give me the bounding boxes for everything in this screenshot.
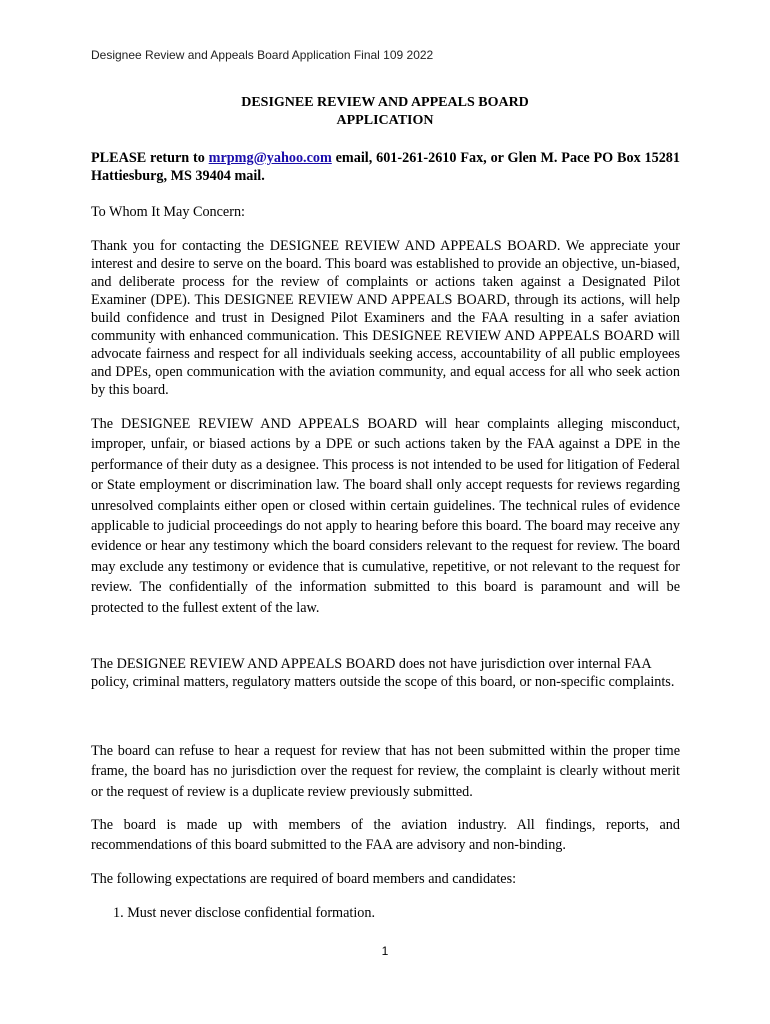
email-link[interactable]: mrpmg@yahoo.com (208, 150, 332, 166)
salutation: To Whom It May Concern: (91, 204, 245, 220)
paragraph-intro: Thank you for contacting the DESIGNEE REVIEW AND APPEALS BOARD. We appreciate your interest and desire to serve on the board. This board was established to provide an objective, un-biased, and deliberate process for the review of complaints or actions taken against a Designated Pilot Examiner (DPE). This DESIGNEE REVIEW AND APPEALS BOARD, through its actions, will help build confidence and trust in Designed Pilot Examiners and the FAA resulting in a safer aviation community with enhanced communication. This DESIGNEE REVIEW AND APPEALS BOARD will advocate fairness and respect for all individuals seeking access, accountability of all public employees and DPEs, open communication with the aviation community, and equal access for all who seek action by this board. (91, 238, 680, 398)
return-instructions (91, 149, 680, 185)
list-item: 1. Must never disclose confidential formation. (113, 905, 376, 921)
paragraph-refusal: The board can refuse to hear a request for review that has not been submitted within the proper time frame, the board has no jurisdiction over the request for review, the complaint is clearly without merit or the request of review is a duplicate review previously submitted. (91, 743, 680, 800)
return-prefix: PLEASE return to (91, 150, 209, 166)
document-title-line-1: DESIGNEE REVIEW AND APPEALS BOARD (241, 95, 529, 110)
paragraph-expectations: The following expectations are required of board members and candidates: (91, 871, 517, 887)
page-number: 1 (381, 944, 389, 958)
document-title-line-2: APPLICATION (336, 113, 434, 128)
paragraph-membership: The board is made up with members of the aviation industry. All findings, reports, and recommendations of this board submitted to the FAA are advisory and non-binding. (91, 817, 680, 854)
paragraph-jurisdiction: The DESIGNEE REVIEW AND APPEALS BOARD does not have jurisdiction over internal FAA policy, criminal matters, regulatory matters outside the scope of this board, or non-specific complaints. (91, 656, 675, 690)
page-header: Designee Review and Appeals Board Application Final 109 2022 (91, 48, 434, 62)
paragraph-complaints: The DESIGNEE REVIEW AND APPEALS BOARD will hear complaints alleging misconduct, improper, unfair, or biased actions by a DPE or such actions taken by the FAA against a DPE in the performance of their duty as a designee. This process is not intended to be used for litigation of Federal or State employment or discrimination law. The board shall only accept requests for reviews regarding unresolved complaints either open or closed within certain guidelines. The technical rules of evidence applicable to judicial proceedings do not apply to hearing before this board. The board may receive any evidence or hear any testimony which the board considers relevant to the request for review. The board may exclude any testimony or evidence that is cumulative, repetitive, or not relevant to the request for review. The confidentially of the information submitted to this board is paramount and will be protected to the fullest extent of the law. (91, 416, 680, 616)
return-suffix: email, 601-261-2610 Fax, or Glen M. Pace PO Box 15281 Hattiesburg, MS 39404 mail. (91, 150, 680, 184)
